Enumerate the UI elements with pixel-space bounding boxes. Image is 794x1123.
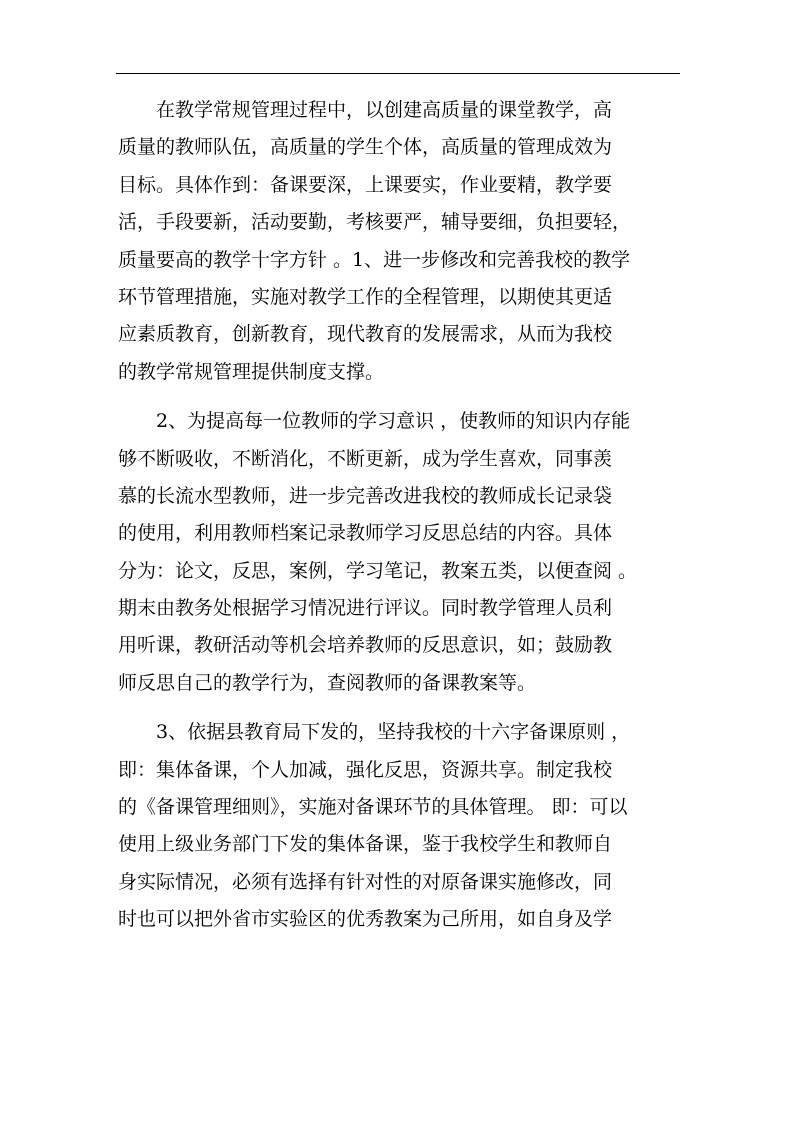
- text-line: 的使用，利用教师档案记录教师学习反思总结的内容。具体: [118, 522, 613, 545]
- text-line: 师反思自己的教学行为，查阅教师的备课教案等。: [118, 671, 537, 694]
- text-line: 够不断吸收，不断消化，不断更新，成为学生喜欢，同事羡: [118, 447, 613, 470]
- text-line: 的教学常规管理提供制度支撑。: [118, 360, 385, 383]
- text-line: 目标。具体作到：备课要深，上课要实，作业要精，教学要: [118, 173, 613, 196]
- paragraph: [118, 403, 681, 702]
- body-text: [118, 92, 681, 939]
- text-line: 即：集体备课，个人加减，强化反思，资源共享。制定我校: [118, 758, 613, 781]
- text-line: 分为：论文，反思，案例，学习笔记，教案五类，以便查阅 。: [118, 559, 638, 582]
- text-line: 质量要高的教学十字方针 。1、进一步修改和完善我校的教学: [118, 248, 631, 271]
- text-line: 用听课，教研活动等机会培养教师的反思意识，如；鼓励教: [118, 634, 613, 657]
- header-rule: [116, 73, 680, 74]
- text-line: 的《备课管理细则》，实施对备课环节的具体管理。 即：可以: [118, 796, 628, 819]
- text-line: 时也可以把外省市实验区的优秀教案为己所用，如自身及学: [118, 908, 613, 931]
- text-line: 环节管理措施，实施对教学工作的全程管理，以期使其更适: [118, 285, 613, 308]
- text-line: 期末由教务处根据学习情况进行评议。同时教学管理人员利: [118, 597, 613, 620]
- text-line: 质量的教师队伍，高质量的学生个体，高质量的管理成效为: [118, 136, 613, 159]
- text-line: 活，手段要新，活动要勤，考核要严，辅导要细，负担要轻，: [118, 211, 632, 234]
- paragraph-gap: [118, 702, 681, 714]
- text-line: 使用上级业务部门下发的集体备课，鉴于我校学生和教师自: [118, 833, 613, 856]
- text-line: 身实际情况，必须有选择有针对性的对原备课实施修改，同: [118, 870, 613, 893]
- paragraph: [118, 92, 681, 391]
- text-line: 慕的长流水型教师，进一步完善改进我校的教师成长记录袋: [118, 484, 613, 507]
- text-line: 2、为提高每一位教师的学习意识 ，使教师的知识内存能: [118, 410, 631, 433]
- text-line: 应素质教育，创新教育，现代教育的发展需求，从而为我校: [118, 323, 613, 346]
- text-line: 在教学常规管理过程中，以创建高质量的课堂教学，高: [118, 99, 613, 121]
- paragraph-gap: [118, 391, 681, 403]
- text-line: 3、依据县教育局下发的，坚持我校的十六字备课原则 ，: [118, 721, 631, 744]
- paragraph: [118, 714, 681, 938]
